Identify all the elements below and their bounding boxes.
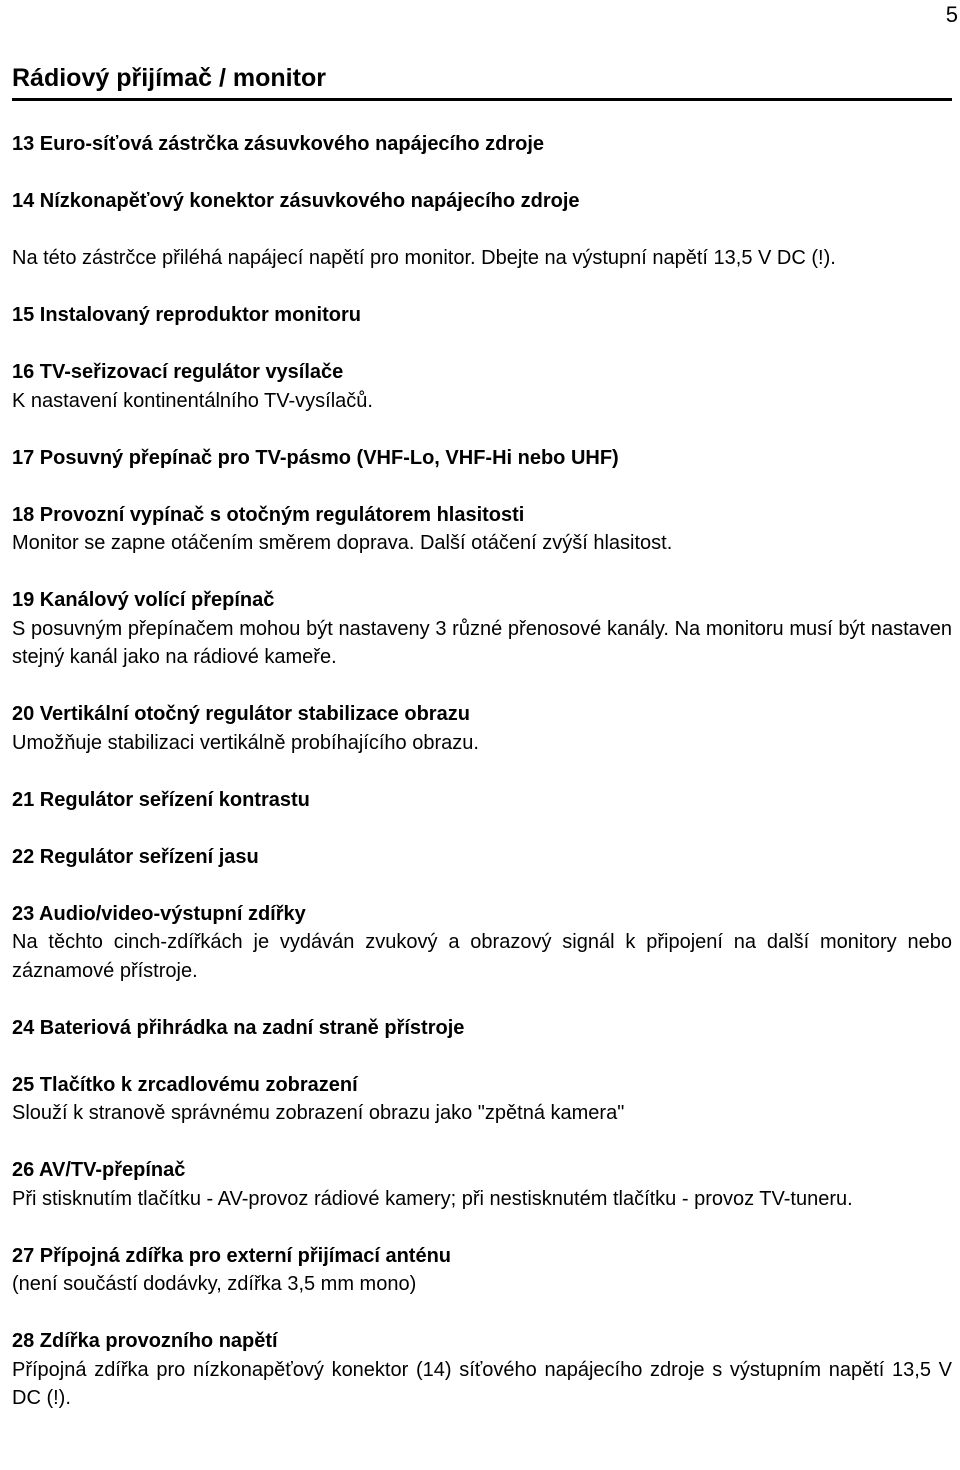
item-title: 16 TV-seřizovací regulátor vysílače — [12, 361, 344, 383]
item-description: Monitor se zapne otáčením směrem doprava. Další otáčení zvýší hlasitost. — [12, 532, 673, 554]
item-title: 22 Regulátor seřízení jasu — [12, 845, 259, 868]
list-item — [12, 301, 952, 330]
item-title: 15 Instalovaný reproduktor monitoru — [12, 304, 361, 326]
item-title: 24 Bateriová přihrádka na zadní straně přístroje — [12, 1016, 465, 1039]
item-title: 14 Nízkonapěťový konektor zásuvkového napájecího zdroje — [12, 190, 580, 212]
item-description: (není součástí dodávky, zdířka 3,5 mm mono) — [12, 1273, 417, 1295]
list-item — [12, 843, 952, 872]
list-item — [12, 1327, 952, 1413]
item-title: 18 Provozní vypínač s otočným regulátorem hlasitosti — [12, 503, 525, 526]
page-number: 5 — [945, 2, 958, 27]
list-item — [12, 187, 952, 216]
item-title: 19 Kanálový volící přepínač — [12, 589, 275, 611]
item-title: 20 Vertikální otočný regulátor stabilizace obrazu — [12, 703, 470, 725]
item-description: S posuvným přepínačem mohou být nastaveny 3 různé přenosové kanály. Na monitoru musí být nastaven stejný kanál jako na rádiové kameře. — [12, 617, 952, 668]
item-title: 27 Přípojná zdířka pro externí přijímací anténu — [12, 1244, 452, 1267]
list-item — [12, 900, 952, 986]
list-item — [12, 1242, 952, 1299]
item-title: 23 Audio/video-výstupní zdířky — [12, 902, 306, 925]
list-item — [12, 700, 952, 757]
list-item — [12, 244, 952, 273]
list-item — [12, 130, 952, 159]
item-title: 25 Tlačítko k zrcadlovému zobrazení — [12, 1073, 358, 1096]
item-title: 21 Regulátor seřízení kontrastu — [12, 788, 310, 811]
item-description: Na této zástrčce přiléhá napájecí napětí pro monitor. Dbejte na výstupní napětí 13,5 V DC (!). — [12, 247, 836, 269]
list-item — [12, 786, 952, 815]
list-item — [12, 1014, 952, 1043]
item-description: Na těchto cinch-zdířkách je vydáván zvukový a obrazový signál k připojení na další monitory nebo záznamové přístroje. — [12, 931, 952, 982]
list-item — [12, 358, 952, 415]
list-item — [12, 586, 952, 672]
list-item — [12, 444, 952, 473]
item-description: K nastavení kontinentálního TV-vysílačů. — [12, 389, 373, 412]
list-item — [12, 1156, 952, 1213]
item-description: Přípojná zdířka pro nízkonapěťový konektor (14) síťového napájecího zdroje s výstupním napětí 13,5 V DC (!). — [12, 1358, 952, 1409]
item-title: 13 Euro-síťová zástrčka zásuvkového napájecího zdroje — [12, 133, 545, 155]
item-description: Umožňuje stabilizaci vertikálně probíhajícího obrazu. — [12, 731, 479, 754]
document-body — [12, 130, 952, 1441]
list-item — [12, 1071, 952, 1128]
item-description: Slouží k stranově správnému zobrazení obrazu jako "zpětná kamera" — [12, 1102, 625, 1124]
item-title: 17 Posuvný přepínač pro TV-pásmo (VHF-Lo, VHF-Hi nebo UHF) — [12, 446, 619, 469]
item-description: Při stisknutím tlačítku - AV-provoz rádiové kamery; při nestisknutém tlačítku - provoz TV-tuneru. — [12, 1187, 853, 1210]
page-title: Rádiový přijímač / monitor — [12, 64, 326, 92]
item-title: 26 AV/TV-přepínač — [12, 1159, 186, 1181]
item-title: 28 Zdířka provozního napětí — [12, 1330, 278, 1352]
page-header — [12, 62, 952, 101]
list-item — [12, 501, 952, 558]
